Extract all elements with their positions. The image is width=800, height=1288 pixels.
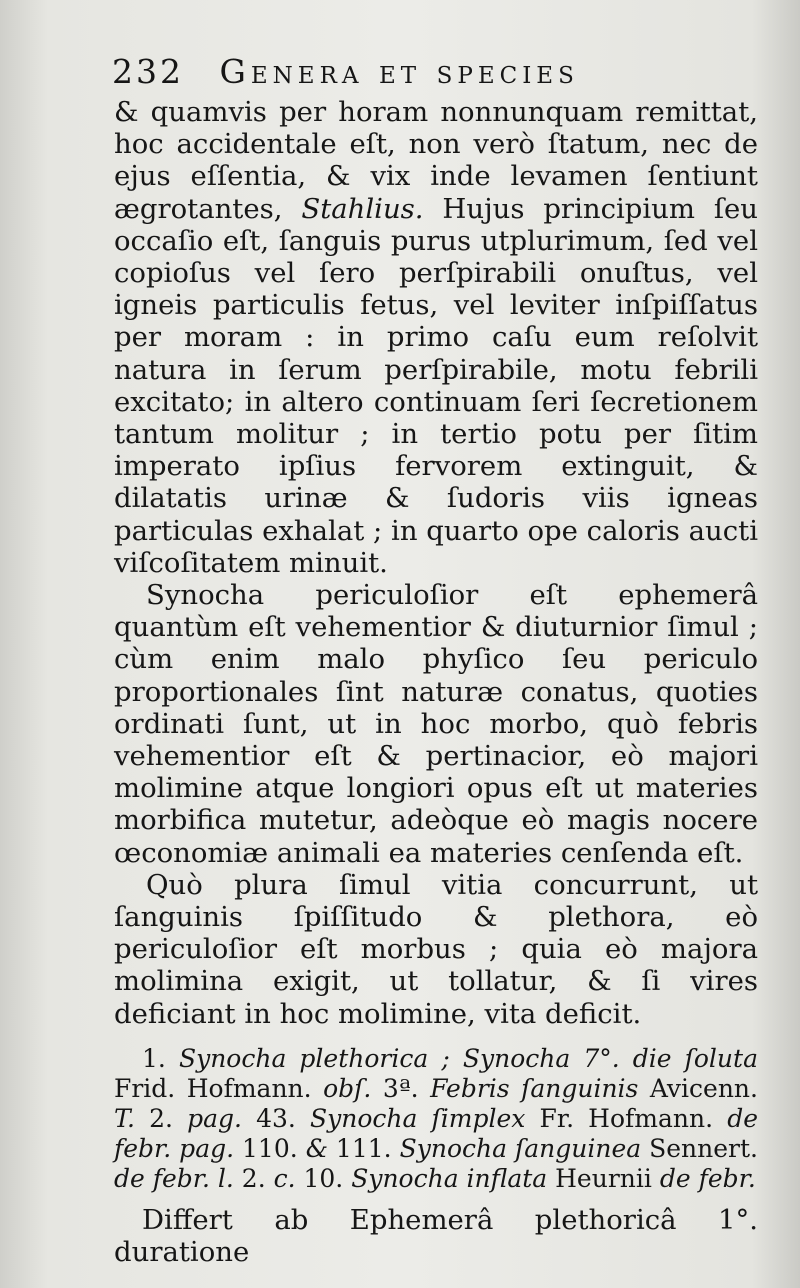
footnote-segment: pag. xyxy=(187,1103,242,1133)
footnote-segment: c. xyxy=(273,1163,296,1193)
footnote-segment: Synocha ſimplex xyxy=(310,1103,526,1133)
paragraph-1-segment: Stahlius. xyxy=(301,192,424,225)
footnote-segment: obſ. xyxy=(323,1073,372,1103)
footnote-segment: 2. xyxy=(233,1163,274,1193)
footnote-segment: 43. xyxy=(241,1103,310,1133)
paragraph-1-segment: Hujus principium ſeu occaſio eſt, ſanguis purus utplurimum, ſed vel copioſus vel ſero perſpirabili onuſtus, vel igneis particulis fetus, vel leviter inſpiſſatus per moram : in primo caſu eum reſolvit natura in ſerum perſpirabile, motu febrili excitato; in altero continuam ſeri ſecretionem tantum molitur ; in tertio potu per ſitim imperato ipſius fervorem extinguit, & dilatatis urinæ & ſudoris viis igneas particulas exhalat ; in quarto ope caloris aucti viſcoſitatem minuit. xyxy=(114,192,759,579)
paragraph-2-segment: Synocha periculoſior eſt ephemerâ quantùm eſt vehementior & diuturnior ſimul ; cùm enim malo phyſico ſeu periculo proportionales ſint naturæ conatus, quoties ordinati ſunt, ut in hoc morbo, quò febris vehementior eſt & pertinacior, eò majori molimine atque longiori opus eſt ut materies morbifica mutetur, adeòque eò magis nocere œconomiæ animali ea materies cenſenda eſt. xyxy=(114,579,758,869)
footnote-segment: 111. xyxy=(327,1133,400,1163)
footnote-segment: Frid. Hofmann. xyxy=(114,1073,324,1103)
running-header xyxy=(112,50,672,94)
footnote-segment: 110. xyxy=(234,1133,306,1163)
paragraph-3 xyxy=(114,869,758,1030)
footnote-segment: 3ª. xyxy=(371,1073,431,1103)
footnote-segment: de febr. l. xyxy=(114,1163,234,1193)
footnote-segment: de febr. xyxy=(659,1163,756,1193)
footnote-segment: Sennert. xyxy=(641,1133,759,1163)
footnote-segment: de febr. pag. xyxy=(114,1103,759,1163)
footnote-segment: & xyxy=(305,1133,328,1163)
footnote-segment: Synocha plethorica ; Synocha 7°. die ſoluta xyxy=(178,1043,758,1073)
footnote-segment: Synocha ſanguinea xyxy=(399,1133,642,1163)
running-title: Genera et species xyxy=(219,52,579,91)
paragraph-3-segment: Quò plura ſimul vitia concurrunt, ut ſanguinis ſpiſſitudo & plethora, eò periculoſior eſt morbus ; quia eò majora molimina exigit, ut tollatur, & ſi vires deficiant in hoc molimine, vita deficit. xyxy=(114,868,758,1030)
footnote xyxy=(114,1044,758,1194)
text-body xyxy=(114,96,758,1268)
footnote-segment: Synocha inflata xyxy=(351,1163,548,1193)
footnote-segment: Fr. Hofmann. xyxy=(525,1103,728,1133)
footnote-segment: T. xyxy=(114,1103,135,1133)
paragraph-1 xyxy=(114,96,758,579)
footnote-segment: 1. xyxy=(142,1043,179,1073)
continuation-line: Differt ab Ephemerâ plethoricâ 1°. duratione xyxy=(114,1203,758,1269)
footnote-segment: 10. xyxy=(295,1163,352,1193)
paragraph-1-segment: & quamvis per horam nonnunquam remittat, hoc accidentale eſt, non verò ſtatum, nec de ejus eſſentia, & vix inde levamen ſentiunt ægrotantes, xyxy=(114,96,758,225)
footnote-segment: Febris ſanguinis xyxy=(430,1073,639,1103)
paragraph-2 xyxy=(114,579,758,869)
footnote-segment: Heurnii xyxy=(547,1163,660,1193)
footnote-segment: 2. xyxy=(134,1103,188,1133)
page-number: 232 xyxy=(112,52,184,91)
footnote-segment: Avicenn. xyxy=(638,1073,758,1103)
